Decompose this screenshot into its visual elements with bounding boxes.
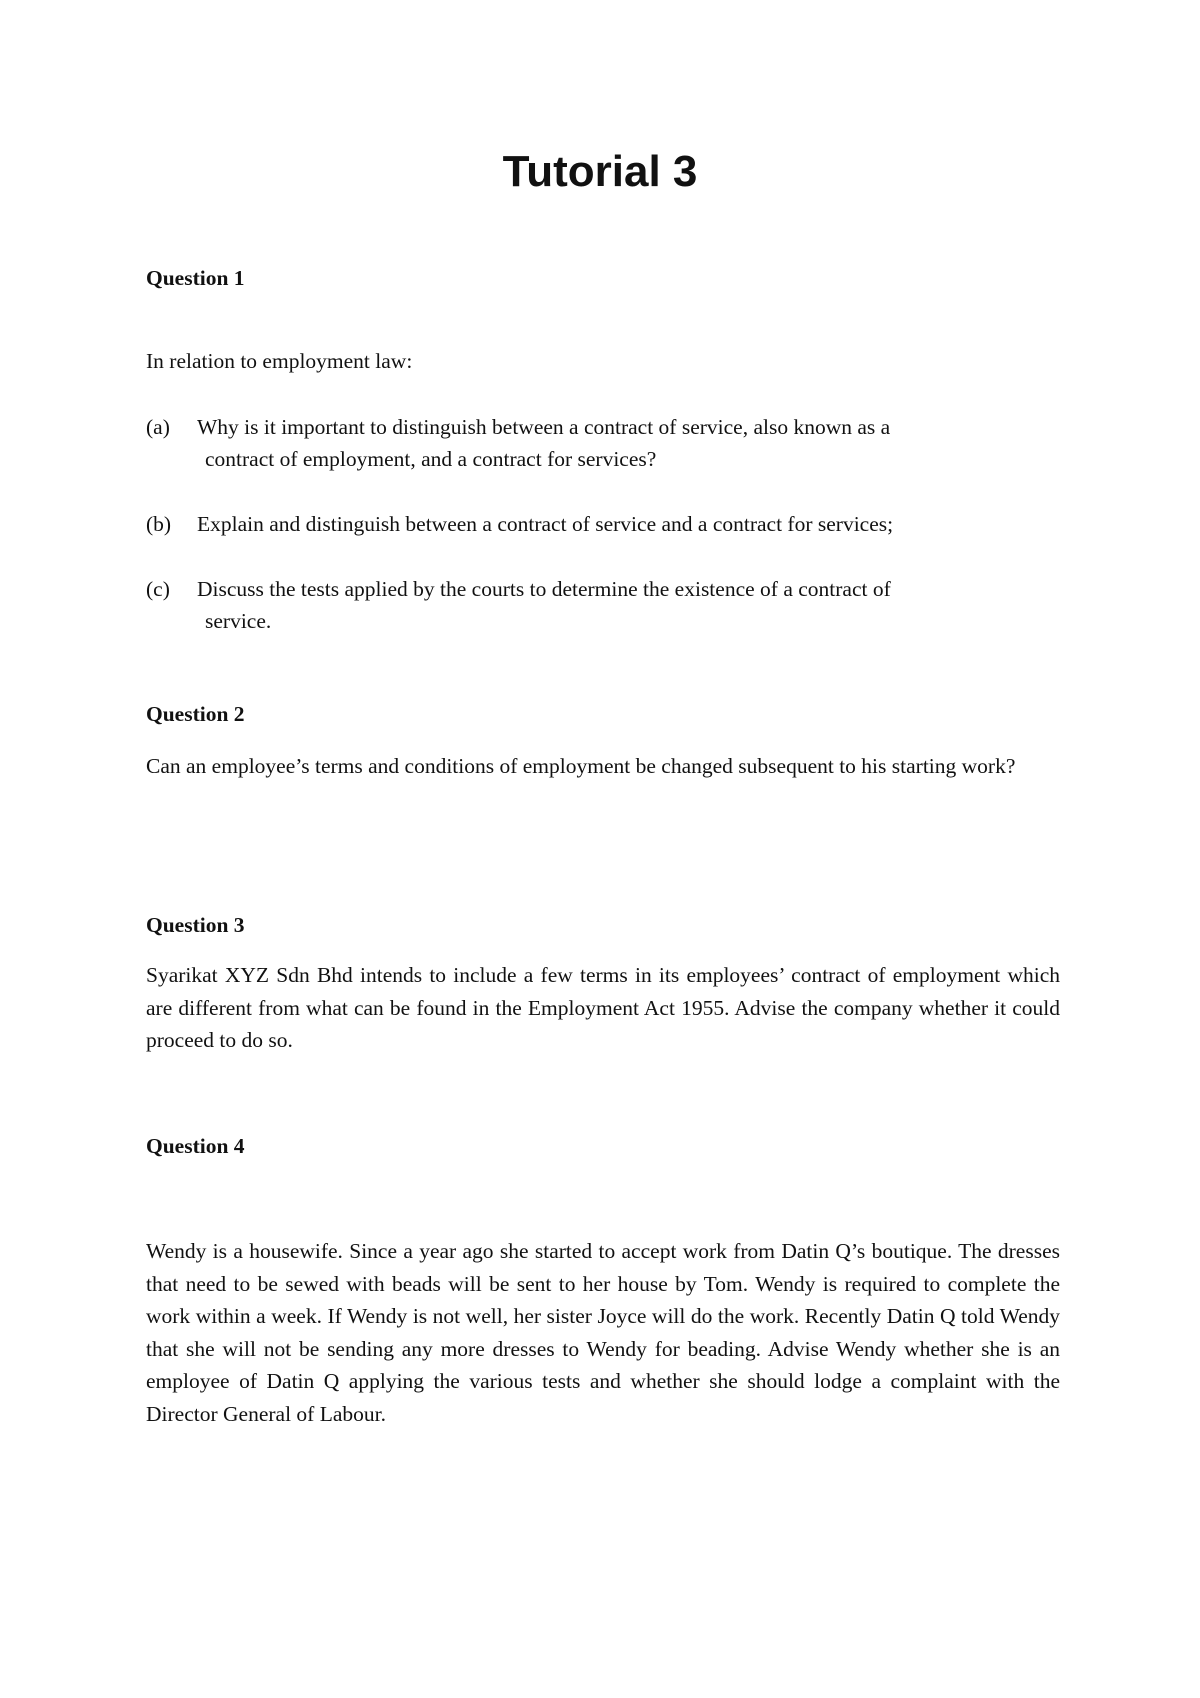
item-text-line: Explain and distinguish between a contract of service and a contract for services; — [197, 512, 894, 536]
item-label: (b) — [146, 512, 172, 536]
item-text-line: Discuss the tests applied by the courts to determine the existence of a contract of — [197, 577, 891, 601]
question-1-heading: Question 1 — [146, 266, 245, 290]
question-4-heading: Question 4 — [146, 1134, 245, 1158]
item-label: (a) — [146, 415, 170, 439]
item-text-line: contract of employment, and a contract for services? — [205, 447, 657, 471]
item-text-line: service. — [205, 609, 272, 633]
question-3-heading: Question 3 — [146, 913, 245, 937]
question-1-intro: In relation to employment law: — [146, 349, 413, 373]
item-text-line: Why is it important to distinguish between a contract of service, also known as a — [197, 415, 891, 439]
question-2-heading: Question 2 — [146, 702, 245, 726]
question-3-body: Syarikat XYZ Sdn Bhd intends to include a few terms in its employees’ contract of employment which are different from what can be found in the Employment Act 1955. Advise the company whether it could proceed to do so. — [146, 963, 1060, 1052]
question-1-item-b — [0, 510, 1200, 540]
question-1-item-c — [0, 575, 1200, 635]
question-4-body: Wendy is a housewife. Since a year ago she started to accept work from Datin Q’s boutique. The dresses that need to be sewed with beads will be sent to her house by Tom. Wendy is required to complete the work within a week. If Wendy is not well, her sister Joyce will do the work. Recently Datin Q told Wendy that she will not be sending any more dresses to Wendy for beading. Advise Wendy whether she is an employee of Datin Q applying the various tests and whether she should lodge a complaint with the Director General of Labour. — [146, 1239, 1060, 1426]
page-title: Tutorial 3 — [502, 147, 698, 196]
item-label: (c) — [146, 577, 170, 601]
question-1-item-a — [0, 413, 1200, 471]
question-2-body: Can an employee’s terms and conditions of employment be changed subsequent to his starting work? — [146, 754, 1016, 778]
